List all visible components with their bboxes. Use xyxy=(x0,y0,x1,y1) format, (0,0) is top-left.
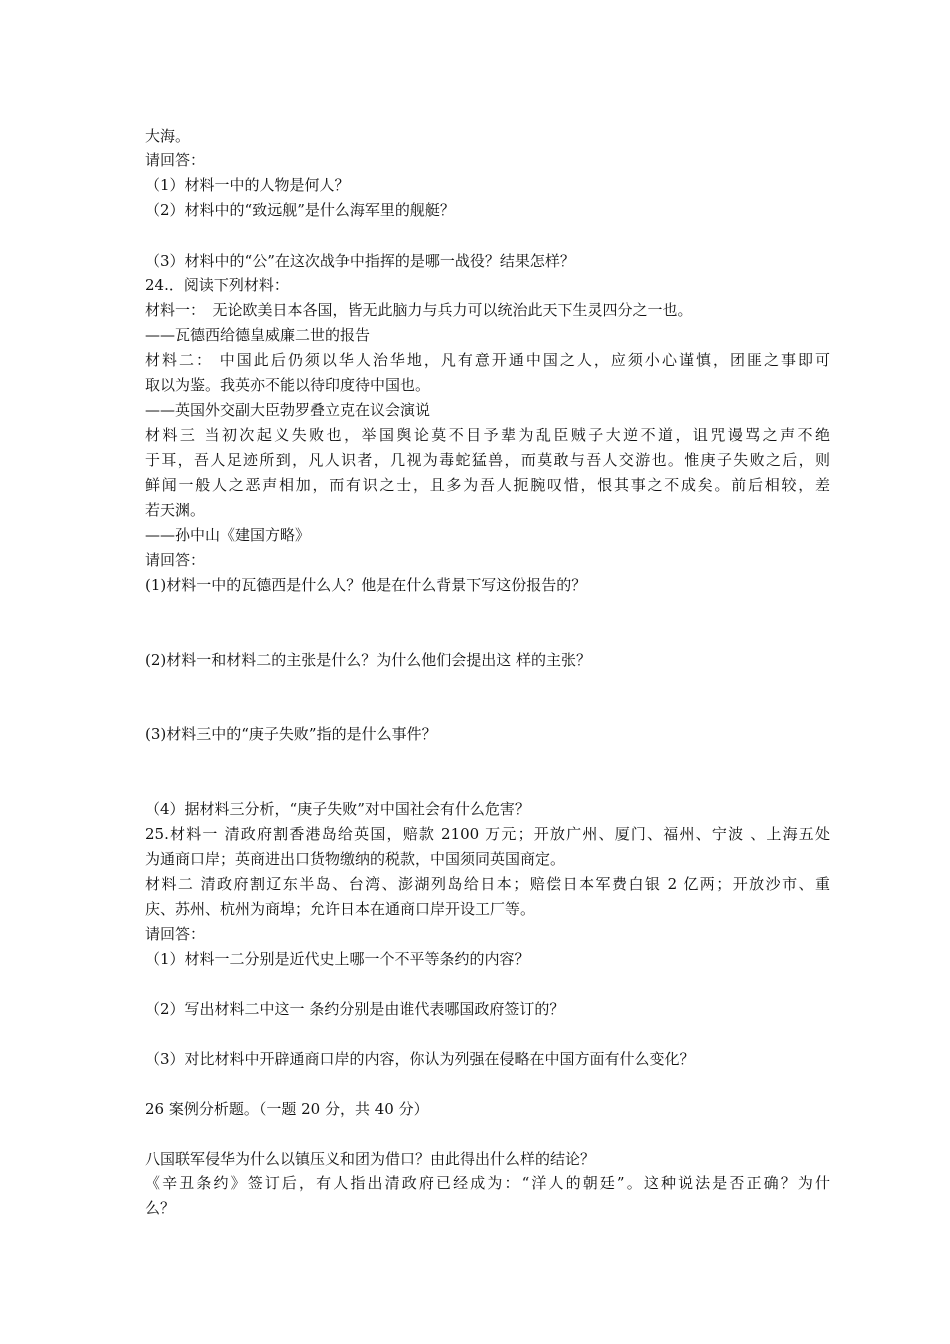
material-line: 材料一： 无论欧美日本各国，皆无此脑力与兵力可以统治此天下生灵四分之一也。 xyxy=(145,301,693,319)
material-line: 材料二： 中国此后仍须以华人治华地，凡有意开通中国之人，应须小心谨慎，团匪之事即可 xyxy=(145,351,830,369)
text-line: 请回答： xyxy=(145,151,206,169)
question-line: （4）据材料三分析，“庚子失败”对中国社会有什么危害？ xyxy=(145,800,530,818)
material-line: 鲜闻一般人之恶声相加，而有识之士，且多为吾人扼腕叹惜，恨其事之不成矣。前后相较，差 xyxy=(145,476,830,494)
material-line: 材料三 当初次起义失败也，举国舆论莫不目予辈为乱臣贼子大逆不道，诅咒谩骂之声不绝 xyxy=(145,426,830,444)
question-line: （1）材料一中的人物是何人？ xyxy=(145,176,350,194)
question-line: 么？ xyxy=(145,1199,176,1217)
question-heading: 26 案例分析题。（一题 20 分，共 40 分） xyxy=(145,1100,429,1118)
question-line: (2)材料一和材料二的主张是什么？为什么他们会提出这 样的主张？ xyxy=(145,651,592,669)
material-source: ——英国外交副大臣勃罗叠立克在议会演说 xyxy=(145,401,431,419)
material-line: 为通商口岸；英商进出口货物缴纳的税款，中国须同英国商定。 xyxy=(145,850,566,868)
material-source: ——孙中山《建国方略》 xyxy=(145,526,311,544)
question-line: (3)材料三中的“庚子失败”指的是什么事件？ xyxy=(145,725,437,743)
material-source: ——瓦德西给德皇威廉二世的报告 xyxy=(145,326,371,344)
material-line: 于耳，吾人足迹所到，凡人识者，几视为毒蛇猛兽，而莫敢与吾人交游也。惟庚子失败之后，则 xyxy=(145,451,830,469)
question-line: （2）写出材料二中这一 条约分别是由谁代表哪国政府签订的？ xyxy=(145,1000,565,1018)
question-line: 八国联军侵华为什么以镇压义和团为借口？由此得出什么样的结论？ xyxy=(145,1150,596,1168)
material-line: 庆、苏州、杭州为商埠；允许日本在通商口岸开设工厂等。 xyxy=(145,900,536,918)
material-line: 25.材料一 清政府割香港岛给英国，赔款 2100 万元；开放广州、厦门、福州、宁波 、上海五处 xyxy=(145,825,830,843)
question-line: （3）对比材料中开辟通商口岸的内容，你认为列强在侵略在中国方面有什么变化？ xyxy=(145,1050,695,1068)
text-line: 请回答： xyxy=(145,925,206,943)
material-line: 材料二 清政府割辽东半岛、台湾、澎湖列岛给日本；赔偿日本军费白银 2 亿两；开放沙市、重 xyxy=(145,875,830,893)
question-line: 《辛丑条约》签订后，有人指出清政府已经成为：“洋人的朝廷”。这种说法是否正确？为什 xyxy=(145,1174,830,1192)
material-line: 取以为鉴。我英亦不能以待印度待中国也。 xyxy=(145,376,431,394)
question-line: (1)材料一中的瓦德西是什么人？他是在什么背景下写这份报告的？ xyxy=(145,576,587,594)
question-line: （2）材料中的“致远舰”是什么海军里的舰艇？ xyxy=(145,201,455,219)
text-line: 大海。 xyxy=(145,127,191,145)
question-line: （3）材料中的“公”在这次战争中指挥的是哪一战役？结果怎样？ xyxy=(145,252,575,270)
material-line: 若天渊。 xyxy=(145,501,206,519)
question-heading: 24.．阅读下列材料： xyxy=(145,276,289,294)
question-line: （1）材料一二分别是近代史上哪一个不平等条约的内容？ xyxy=(145,950,530,968)
text-line: 请回答： xyxy=(145,551,206,569)
